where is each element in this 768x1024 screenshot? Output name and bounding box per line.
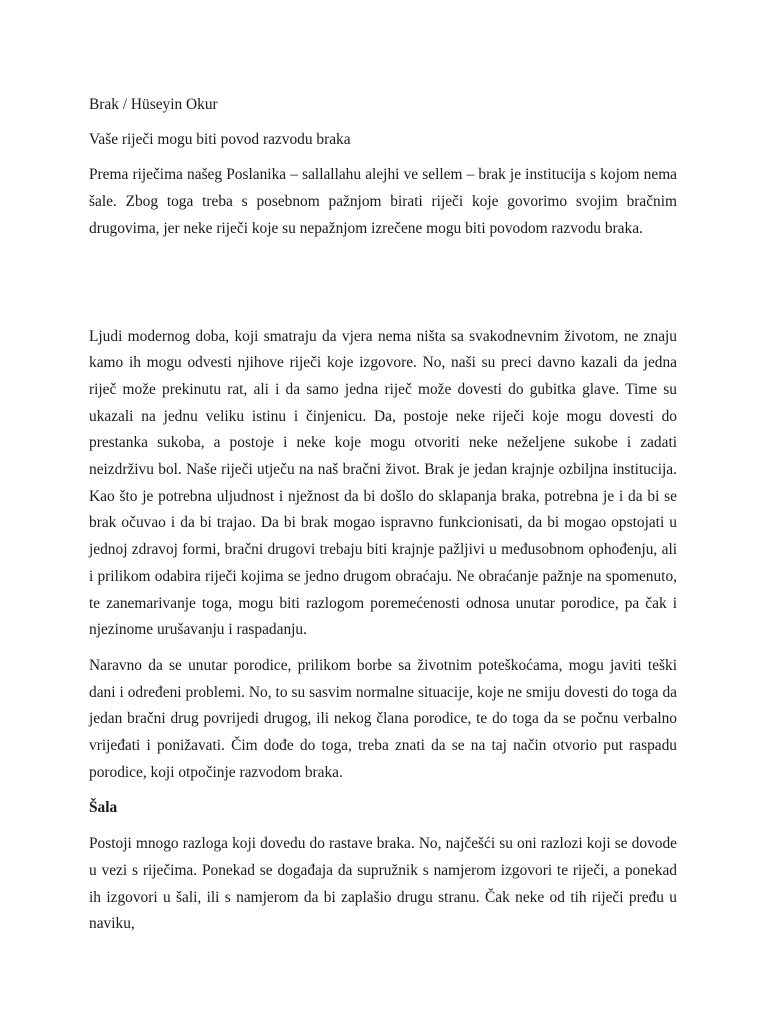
paragraph-sala: Postoji mnogo razloga koji dovedu do rastave braka. No, najčešći su oni razlozi koji se dovode u vezi s riječima. Ponekad se događaja da supružnik s namjerom izgovori te riječi, a ponekad ih izgovori u šali, ili s namjerom da bi zaplašio drugu stranu. Čak neke od tih riječi pređu u naviku, <box>89 835 677 933</box>
document-title: Brak / Hüseyin Okur <box>89 96 218 113</box>
paragraph-family-problems: Naravno da se unutar porodice, prilikom borbe sa životnim poteškoćama, mogu javiti teški dani i određeni problemi. No, to su sasvim normalne situacije, koje ne smiju dovesti do toga da jedan bračni drug povrijedi drugog, ili nekog člana porodice, te do toga da se počnu verbalno vrijeđati i ponižavati. Čim dođe do toga, treba znati da se na taj način otvorio put raspadu porodice, koji otpočinje razvodom braka. <box>89 656 677 781</box>
document-subtitle: Vaše riječi mogu biti povod razvodu braka <box>89 130 351 148</box>
section-heading: Šala <box>89 799 118 817</box>
paragraph-modern-times: Ljudi modernog doba, koji smatraju da vjera nema ništa sa svakodnevnim životom, ne znaju kamo ih mogu odvesti njihove riječi koje izgovore. No, naši su preci davno kazali da jedna riječ može prekinutu rat, ali i da samo jedna riječ može dovesti do gubitka glave. Time su ukazali na jednu veliku istinu i činjenicu. Da, postoje neke riječi koje mogu dovesti do prestanka sukoba, a postoje i neke koje mogu otvoriti neke neželjene sukobe i zadati neizdrživu bol. Naše riječi utječu na naš bračni život. Brak je jedan krajnje ozbiljna institucija. Kao što je potrebna uljudnost i nježnost da bi došlo do sklapanja braka, potrebna je i da bi se brak očuvao i da bi trajao. Da bi brak mogao ispravno funkcionisati, da bi mogao opstojati u jednoj zdravoj formi, bračni drugovi trebaju biti krajnje pažljivi u međusobnom ophođenju, ali i prilikom odabira riječi kojima se jedno drugom obraćaju. Ne obraćanje pažnje na spomenuto, te zanemarivanje toga, mogu biti razlogom poremećenosti odnosa unutar porodice, pa čak i njezinome urušavanju i raspadanju. <box>89 327 677 639</box>
document-body <box>89 92 677 938</box>
paragraph-intro: Prema riječima našeg Poslanika – sallallahu alejhi ve sellem – brak je institucija s kojom nema šale. Zbog toga treba s posebnom pažnjom birati riječi koje govorimo svojim bračnim drugovima, jer neke riječi koje su nepažnjom izrečene mogu biti povodom razvodu braka. <box>89 166 677 237</box>
